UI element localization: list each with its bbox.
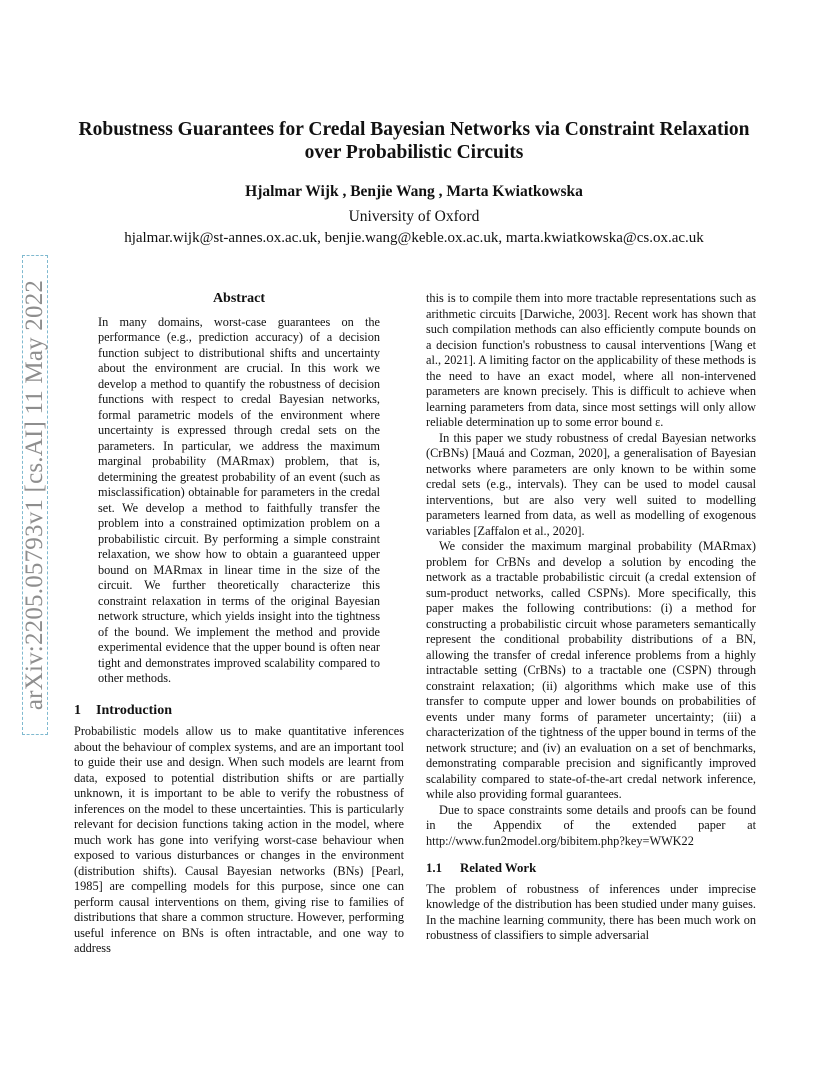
abstract-heading: Abstract (212, 291, 266, 306)
subsection-number: 1.1 (426, 861, 442, 875)
arxiv-identifier-text: arXiv:2205.05793v1 [cs.AI] 11 May 2022 (21, 279, 48, 711)
section-heading-introduction (74, 703, 404, 719)
arxiv-identifier-stamp (22, 255, 48, 735)
body-paragraph-3: We consider the maximum marginal probability (MARmax) problem for CrBNs and develop a solution by encoding the network as a tractable probabilistic circuit (a credal extension of sum-product networks, called CSPNs). More specifically, this paper makes the following contributions: (i) a method for constructing a probabilistic circuit whose parameters semantically represent the conditional probability distributions of a BN, allowing the transfer of credal inference problems from a highly intractable setting (CrBNs) to a tractable one (CSPN) through constraint relaxation; (ii) algorithms which make use of this transfer to compute upper and lower bounds on probabilities of events under many forms of parameter uncertainty; (iii) a characterization of the tightness of the upper bound in terms of the network structure; and (iv) an evaluation on a set of benchmarks, demonstrating comparable precision and significantly improved scalability compared to state-of-the-art credal network inference, while also providing formal guarantees. (426, 539, 756, 801)
body-paragraph-5: The problem of robustness of inferences under imprecise knowledge of the distribution has been studied under many guises. In the machine learning community, there has been much work on robustness of classifiers to simple adversarial (426, 881, 756, 942)
paper-title: Robustness Guarantees for Credal Bayesian Networks via Constraint Relaxation over Probabilistic Circuits (78, 119, 750, 163)
subsection-title: Related Work (460, 861, 537, 875)
right-column (426, 291, 756, 944)
introduction-paragraph: Probabilistic models allow us to make quantitative inferences about the behaviour of complex systems, and are an important tool to guide their use and design. When such models are learnt from data, exposed to potential distribution shifts or are partially unknown, it is important to be able to verify the robustness of inferences on the model to these uncertainties. This is particularly relevant for decision functions taking action in the model, where much work has gone into verifying worst-case behaviour when exposed to various disturbances or changes in the environment (distribution shifts). Causal Bayesian networks (BNs) [Pearl, 1985] are compelling models for this purpose, since one can perform causal interventions on them, giving rise to families of distributions that share a common structure. However, performing useful inference on BNs is often intractable, and one way to address (74, 724, 404, 955)
author-list: Hjalmar Wijk , Benjie Wang , Marta Kwiatkowska (245, 183, 583, 200)
body-paragraph-2: In this paper we study robustness of credal Bayesian networks (CrBNs) [Mauá and Cozman, 2020], a generalisation of Bayesian networks where parameters are only known to be within some credal sets (e.g., intervals). They can be used to model causal interventions, but are also very well suited to modelling parameters learned from data, as well as modelling of exogenous variables [Zaffalon et al., 2020]. (426, 430, 756, 538)
author-affiliation: University of Oxford (348, 208, 480, 225)
body-paragraph-1: this is to compile them into more tractable representations such as arithmetic circuits [Darwiche, 2003]. Recent work has shown that such compilation methods can also efficiently compute bounds on a decision function's robustness to causal interventions [Wang et al., 2021]. A limiting factor on the applicability of these methods is the need to have an exact model, where all non-intervened parameters are known precisely. This is difficult to achieve when learning parameters from data, since most settings will only allow reliable determination up to some error bound ε. (426, 291, 756, 429)
subsection-heading-related-work (426, 861, 756, 877)
section-number: 1 (74, 702, 81, 718)
abstract-body: In many domains, worst-case guarantees on the performance (e.g., prediction accuracy) of a decision function subject to distributional shifts and uncertainty about the environment are crucial. In this work we develop a method to quantify the robustness of decision functions with respect to credal Bayesian networks, formal parametric models of the environment where uncertainty is expressed through credal sets on the parameters. In particular, we address the maximum marginal probability (MARmax) problem, that is, determining the greatest probability of an event (such as misclassification) obtainable for parameters in the credal set. We develop a method to faithfully transfer the problem into a constrained optimization problem on a probabilistic circuit. By performing a simple constraint relaxation, we show how to obtain a guaranteed upper bound on MARmax in linear time in the size of the circuit. We further theoretically characterize this constraint relaxation in terms of the original Bayesian network structure, which yields insight into the tightness of the bound. We implement the method and provide experimental evidence that the upper bound is often near tight and demonstrates improved scalability compared to other methods. (98, 314, 380, 685)
body-paragraph-4: Due to space constraints some details and proofs can be found in the Appendix of the extended paper at http://www.fun2model.org/bibitem.php?key=WWK22 (426, 802, 756, 848)
author-emails: hjalmar.wijk@st-annes.ox.ac.uk, benjie.wang@keble.ox.ac.uk, marta.kwiatkowska@cs.ox.ac.uk (124, 230, 704, 246)
section-title: Introduction (96, 702, 172, 718)
left-column (74, 291, 404, 957)
